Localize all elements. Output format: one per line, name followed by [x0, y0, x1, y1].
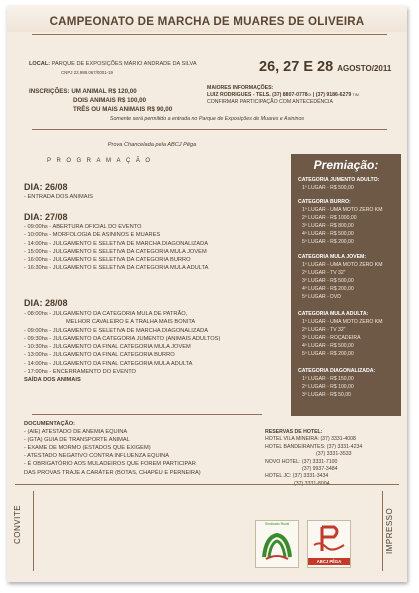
prize-line: 1º LUGAR - UMA MOTO ZERO KM — [302, 262, 383, 268]
info-label: MAIORES INFORMAÇÕES: — [207, 85, 274, 91]
inscricao-text: UM ANIMAL — [71, 88, 107, 95]
prize-category: CATEGORIA JUMENTO ADULTO: — [298, 177, 380, 183]
day-heading: DIA: 28/08 — [24, 298, 68, 308]
abcj-emblem-icon — [308, 523, 350, 557]
doc-divider — [32, 414, 262, 415]
prize-category: CATEGORIA BURRO: — [298, 199, 351, 205]
prize-line: 3º LUGAR - R$ 500,00 — [302, 278, 354, 284]
premiacao-title: Premiação: — [313, 158, 379, 172]
list-item: - 14:00hs - JULGAMENTO E SELETIVA DE MARCHA DIAGONALIZADA — [24, 240, 209, 247]
convite-label: CONVITE — [13, 504, 22, 544]
list-item: - (GTA) GUIA DE TRANSPORTE ANIMAL — [24, 437, 130, 444]
cnpj: CNPJ 22.988.067/0001-19 — [61, 70, 113, 75]
day-heading: DIA: 26/08 — [24, 182, 68, 192]
list-item: MELHOR CAVALEIRO E A TRALHA MAIS BONITA — [66, 319, 196, 326]
prize-category: CATEGORIA MULA ADULTA: — [298, 311, 369, 317]
day-list — [24, 310, 220, 385]
reservas-line: HOTEL JC: (37) 3331-3434 — [265, 473, 329, 480]
inscricao-price: R$ 120,00 — [108, 88, 137, 95]
chancela: Prova Chancelada pela ABCJ Pêga — [107, 142, 197, 148]
local-label: LOCAL: — [29, 61, 51, 67]
local-value: PARQUE DE EXPOSIÇÕES MÁRIO ANDRADE DA SILVA — [51, 61, 197, 67]
prize-category: CATEGORIA MULA JOVEM: — [298, 254, 367, 260]
list-item: - 10:00hs - MORFOLOGIA DE ASININOS E MUARES — [24, 232, 161, 239]
prize-line: 1º LUGAR - UMA MOTO ZERO KM — [302, 207, 383, 213]
list-item: - 17:00hs - ENCERRAMENTO DO EVENTO — [24, 369, 136, 376]
prize-line: 2º LUGAR - R$ 1000,00 — [302, 215, 357, 221]
list-item: - 13:00hs - JULGAMENTO DA FINAL CATEGORIA BURRO — [24, 352, 175, 359]
event-dates — [259, 59, 391, 75]
footer-divider — [15, 484, 399, 485]
list-item: - 10:30hs - JULGAMENTO DA FINAL CATEGORIA MULA JOVEM — [24, 344, 191, 351]
list-item: - ENTRADA DOS ANIMAIS — [24, 194, 93, 200]
prize-line: 5º LUGAR - DVD — [302, 294, 341, 300]
abcj-logo — [307, 520, 351, 568]
reservas-line: HOTEL BANDEIRANTES: (37) 3331-4234 — [265, 443, 363, 450]
inscricao-text: DOIS ANIMAIS — [73, 97, 116, 105]
day-heading: DIA: 27/08 — [24, 212, 68, 222]
day-list — [24, 223, 208, 273]
prize-line: 3º LUGAR - ROÇADEIRA — [302, 335, 361, 341]
prize-line: 3º LUGAR - R$ 50,00 — [302, 392, 351, 398]
reservas-block — [265, 429, 362, 488]
prize-line: 4º LUGAR - R$ 200,00 — [302, 286, 354, 292]
list-item: - EXAME DE MORMO (ESTADOS QUE EXIGEM) — [24, 445, 151, 452]
list-item: - 08:00hs - JULGAMENTO DA CATEGORIA MULA DE PATRÃO, — [24, 311, 188, 317]
list-item: - 09:00hs - JULGAMENTO E SELETIVA DE MARCHA DIAGONALIZADA — [24, 327, 209, 334]
invitation-card — [7, 6, 407, 582]
list-item: - 14:00hs - JULGAMENTO DA FINAL CATEGORIA MULA ADULTA — [24, 360, 193, 367]
inscricoes-label: INSCRIÇÕES: — [29, 88, 70, 95]
programacao-title: PROGRAMAÇÃO — [47, 158, 156, 164]
list-item: - 16:00hs - JULGAMENTO E SELETIVA DA CATEGORIA BURRO — [24, 257, 191, 264]
reservas-line: (37) 3331-3533 — [316, 451, 352, 458]
prize-line: 4º LUGAR - R$ 500,00 — [302, 231, 354, 237]
inscricao-line-1 — [29, 87, 172, 96]
info-confirm: CONFIRMAR PARTICIPAÇÃO COM ANTECEDÊNCIA — [207, 99, 333, 105]
list-item: - (AIE) ATESTADO DE ANEMIA EQUINA — [24, 429, 128, 436]
premiacao-panel — [291, 154, 401, 416]
list-item: DAS PROVAS TRAJE A CARÁTER (BOTAS, CHAPÉU E PERNEIRA) — [24, 469, 201, 476]
page-title: CAMPEONATO DE MARCHA DE MUARES DE OLIVEIRA — [49, 15, 365, 28]
list-item: - ATESTADO NEGATIVO CONTRA INFLUENZA EQUINA — [24, 453, 170, 460]
reservas-line: (37) 9937-3484 — [302, 466, 338, 473]
list-item: - É OBRIGATÓRIO AOS MULADEIROS QUE FOREM PARTICIPAR — [24, 461, 196, 468]
prize-line: 5º LUGAR - R$ 200,00 — [302, 351, 354, 357]
info-contact: LUIZ RODRIGUES - TELS. (37) 8807-0778OI | (37) 9186-6279 TIM — [207, 92, 359, 98]
list-item: - 16:30hs - JULGAMENTO E SELETIVA DA CATEGORIA MULA ADULTA — [24, 265, 209, 272]
sindicato-emblem-icon — [256, 527, 298, 567]
prize-line: 5º LUGAR - R$ 200,00 — [302, 239, 354, 245]
prize-line: 3º LUGAR - R$ 800,00 — [302, 223, 354, 229]
documentacao-block — [24, 420, 201, 477]
inscricao-price: R$ 100,00 — [117, 97, 147, 105]
impresso-divider — [382, 491, 383, 571]
reservas-label: RESERVAS DE HOTEL: — [265, 429, 323, 435]
note-divider — [32, 129, 387, 130]
prize-line: 4º LUGAR - R$ 500,00 — [302, 343, 354, 349]
event-month: AGOSTO/2011 — [337, 64, 392, 73]
list-item: - 09:00hs - ABERTURA OFICIAL DO EVENTO — [24, 224, 142, 230]
prize-line: 2º LUGAR - TV 32" — [302, 327, 346, 333]
list-item-closing: SAÍDA DOS ANIMAIS — [24, 377, 81, 384]
prize-line: 1º LUGAR - R$ 500,00 — [302, 185, 354, 191]
prize-line: 1º LUGAR - R$ 150,00 — [302, 376, 354, 382]
prize-category: CATEGORIA DIAGONALIZADA: — [298, 368, 376, 374]
logo-caption: ABCJ PÊGA — [308, 558, 350, 565]
info-block — [207, 85, 359, 106]
convite-divider — [33, 491, 34, 571]
inscricao-line-2 — [29, 96, 172, 105]
prize-line: 2º LUGAR - R$ 100,00 — [302, 384, 354, 390]
inscricao-text: TRÊS OU MAIS ANIMAIS — [73, 106, 146, 114]
prize-line: 1º LUGAR - UMA MOTO ZERO KM — [302, 319, 383, 325]
event-days: 26, 27 E 28 — [259, 59, 334, 75]
impresso-label: IMPRESSO — [385, 507, 394, 554]
list-item: - 15:00hs - JULGAMENTO E SELETIVA DA CATEGORIA MULA JOVEM — [24, 248, 207, 255]
documentacao-label: DOCUMENTAÇÃO: — [24, 421, 76, 427]
sindicato-logo — [255, 520, 299, 568]
logo-caption: Sindicato Rural — [264, 522, 290, 526]
inscricao-price: R$ 90,00 — [147, 106, 173, 114]
inscricao-line-3 — [29, 105, 172, 114]
inscricoes-block — [29, 87, 172, 115]
title-divider — [32, 34, 387, 35]
reservas-line: HOTEL VILA MINEIRA: (37) 3331-4008 — [265, 436, 356, 443]
local-line — [29, 61, 197, 68]
list-item: - 09:30hs - JULGAMENTO DA CATEGORIA JUMENTO (ANIMAIS ADULTOS) — [24, 335, 221, 342]
reservas-line: NOVO HOTEL: (37) 3331-7100 — [265, 458, 338, 465]
entry-note: Somente será permitido a entrada no Parque de Exposições de Muares e Asininos — [109, 116, 305, 122]
prize-line: 2º LUGAR - TV 32" — [302, 270, 346, 276]
day-list — [24, 193, 93, 201]
